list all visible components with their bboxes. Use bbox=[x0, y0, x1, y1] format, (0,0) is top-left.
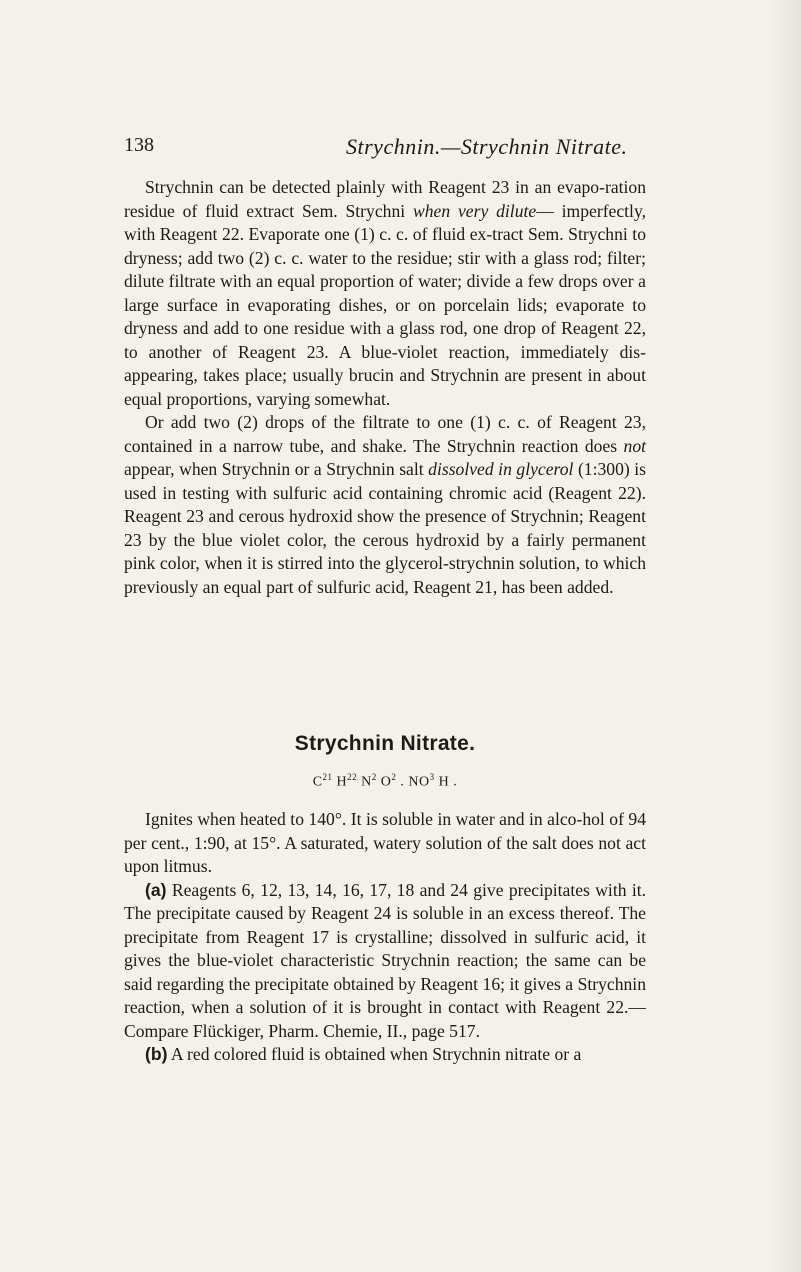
paragraph-evaporation-test: Strychnin can be detected plainly with Reagent 23 in an evapo-ration residue of fluid extract Sem. Strychni when very dilute— imperfectly, with Reagent 22. Evaporate one (1) c. c. of fluid ex-tract Sem. Strychni to dryness; add two (2) c. c. water to the residue; stir with a glass rod; filter; dilute filtrate with an equal proportion of water; divide a few drops over a large surface in evaporating dishes, or on porcelain lids; evaporate to dryness and add to one residue with a glass rod, one drop of Reagent 22, to another of Reagent 23. A blue-violet reaction, immediately dis-appearing, takes place; usually brucin and Strychnin are present in about equal proportions, varying somewhat. bbox=[124, 177, 646, 409]
running-title: Strychnin.—Strychnin Nitrate. bbox=[346, 134, 628, 159]
nitrate-text-block bbox=[124, 808, 646, 1067]
chemical-formula: $C^{21}$ $H^{22}$ $N^2$ $O^2$ . $NO^3$ H . bbox=[312, 772, 458, 790]
item-label-a: (a) bbox=[145, 879, 167, 900]
page-number: 138 bbox=[124, 134, 154, 156]
running-head bbox=[124, 134, 724, 164]
paragraph-reagents-b: (b) A red colored fluid is obtained when Strychnin nitrate or a bbox=[145, 1044, 582, 1064]
item-label-b: (b) bbox=[145, 1044, 168, 1064]
section-title: Strychnin Nitrate. bbox=[294, 732, 476, 755]
strychnin-text-block bbox=[124, 176, 646, 599]
page-edge-shadow bbox=[771, 0, 801, 1272]
paragraph-reagents-a: (a) Reagents 6, 12, 13, 14, 16, 17, 18 and 24 give precipitates with it. The precipitate caused by Reagent 24 is soluble in an excess thereof. The precipitate from Reagent 17 is crystalline; dissolved in sulfuric acid, it gives the blue-violet characteristic Strychnin reaction; the same can be said regarding the precipitate obtained by Reagent 16; it gives a Strychnin reaction, when a solution of it is brought in contact with Reagent 22.—Compare Flückiger, Pharm. Chemie, II., page 517. bbox=[124, 879, 646, 1041]
paragraph-properties: Ignites when heated to 140°. It is soluble in water and in alco-hol of 94 per cent., 1:90, at 15°. A saturated, watery solution of the salt does not act upon litmus. bbox=[124, 809, 646, 876]
paragraph-glycerol-test: Or add two (2) drops of the filtrate to one (1) c. c. of Reagent 23, contained in a narrow tube, and shake. The Strychnin reaction does not appear, when Strychnin or a Strychnin salt dissolved in glycerol (1:300) is used in testing with sulfuric acid containing chromic acid (Reagent 22). Reagent 23 and cerous hydroxid show the presence of Strychnin; Reagent 23 by the blue violet color, the cerous hydroxid by a fairly permanent pink color, when it is stirred into the glycerol-strychnin solution, to which previously an equal part of sulfuric acid, Reagent 21, has been added. bbox=[124, 412, 647, 597]
